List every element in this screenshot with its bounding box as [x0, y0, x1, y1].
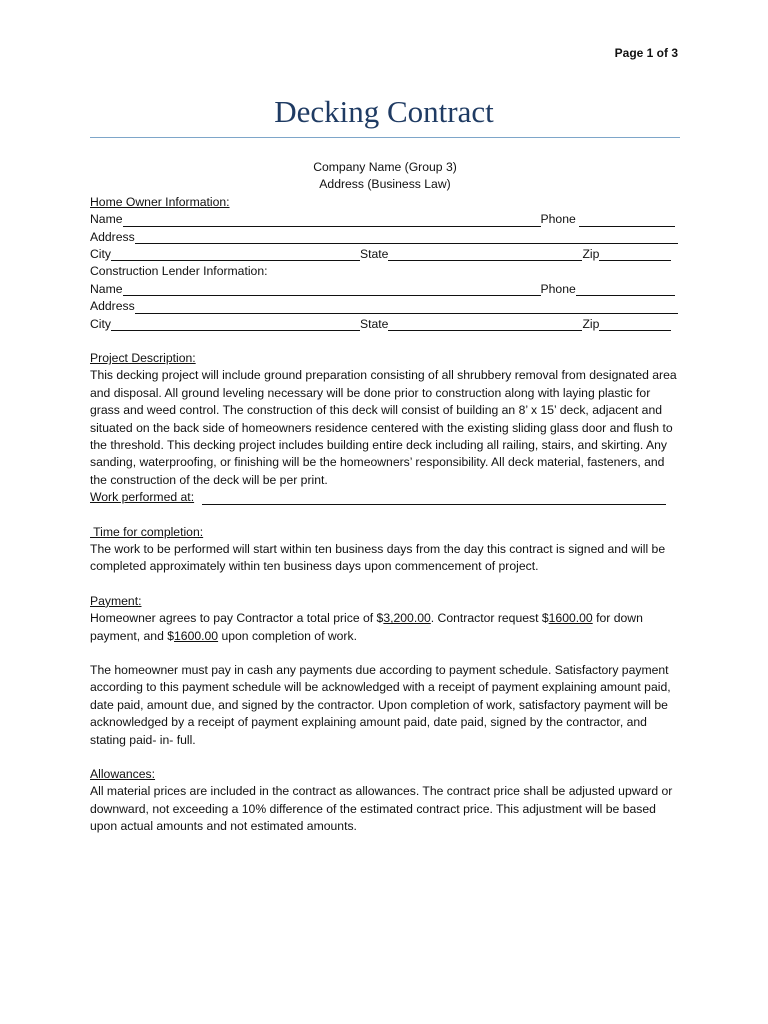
total-price: 3,200.00 [383, 611, 431, 626]
lender-city-row [90, 316, 680, 333]
lender-city-label: City [90, 316, 111, 331]
allowances-text: All material prices are included in the contract as allowances. The contract price shall be adjusted upward or downward, not exceeding a 10% difference of the estimated contract price. This adjustment will be based upon actual amounts and not estimated amounts. [90, 784, 673, 834]
final-payment: 1600.00 [174, 628, 219, 643]
lender-state-field[interactable] [388, 317, 582, 331]
lender-address-label: Address [90, 299, 135, 314]
document-body [90, 159, 680, 836]
lender-zip-label: Zip [582, 316, 600, 331]
payment-text-1: Homeowner agrees to pay Contractor a total price of $ [90, 611, 384, 626]
home-owner-name-field[interactable] [123, 213, 541, 227]
lender-address-field[interactable] [135, 300, 678, 314]
home-owner-phone-field[interactable] [579, 213, 675, 227]
lender-state-label: State [360, 316, 389, 331]
lender-phone-label: Phone [540, 281, 576, 296]
home-owner-address-field[interactable] [135, 230, 678, 244]
work-performed-field[interactable] [202, 491, 666, 505]
payment-text-4: upon completion of work. [218, 628, 357, 643]
home-owner-heading: Home Owner Information: [90, 194, 230, 209]
payment-schedule-text: The homeowner must pay in cash any payments due according to payment schedule. Satisfactory payment according to this payment schedule will be acknowledged with a receipt of payment explaining amount paid, date paid, amount due, and signed by the contractor. Upon completion of work, satisfactory payment will be acknowledged by a receipt of payment explaining amount paid, date paid, signed by the contractor, and stating paid- in- full. [90, 663, 671, 747]
lender-name-row [90, 281, 680, 298]
payment-text-2: . Contractor request $ [430, 611, 549, 626]
title-divider [90, 137, 680, 138]
company-address: Address (Business Law) [319, 177, 451, 192]
home-owner-address-row [90, 229, 680, 246]
home-owner-zip-field[interactable] [599, 247, 671, 261]
time-heading-wrap [90, 524, 680, 541]
payment-text-3: for down payment, and $ [90, 611, 643, 643]
payment-terms [90, 610, 680, 645]
lender-phone-field[interactable] [576, 282, 675, 296]
work-performed-row [90, 489, 680, 506]
home-owner-state-field[interactable] [388, 247, 582, 261]
home-owner-city-field[interactable] [111, 247, 360, 261]
page-number: Page 1 of 3 [614, 46, 678, 60]
home-owner-city-row [90, 246, 680, 263]
down-payment: 1600.00 [548, 611, 593, 626]
allowances-heading: Allowances: [90, 767, 156, 782]
home-owner-phone-label: Phone [540, 212, 576, 227]
home-owner-name-row [90, 211, 680, 228]
work-performed-label: Work performed at: [90, 490, 195, 505]
lender-name-field[interactable] [123, 282, 541, 296]
home-owner-zip-label: Zip [582, 246, 600, 261]
home-owner-state-label: State [360, 246, 389, 261]
project-heading: Project Description: [90, 350, 196, 365]
payment-heading: Payment: [90, 593, 142, 608]
time-text: The work to be performed will start within ten business days from the day this contract is signed and will be completed approximately within ten business days upon commencement of project. [90, 542, 666, 574]
time-heading: Time for completion: [90, 524, 204, 539]
home-owner-address-label: Address [90, 229, 135, 244]
company-name: Company Name (Group 3) [313, 160, 457, 174]
home-owner-city-label: City [90, 246, 111, 261]
lender-city-field[interactable] [111, 317, 360, 331]
lender-heading: Construction Lender Information: [90, 264, 268, 279]
lender-name-label: Name [90, 281, 123, 296]
lender-zip-field[interactable] [599, 317, 671, 331]
lender-address-row [90, 298, 680, 315]
project-text: This decking project will include ground preparation consisting of all shrubbery removal from designated area and disposal. All ground leveling necessary will be done prior to construction along with laying plastic for grass and weed control. The construction of this deck will consist of building an 8’ x 15’ deck, adjacent and situated on the back side of homeowners residence centered with the existing sliding glass door and flush to the threshold. This decking project includes building entire deck including all railing, stairs, and skirting. Any sanding, waterproofing, or finishing will be the homeowners’ responsibility. All deck material, fasteners, and the construction of the deck will be per print. [90, 368, 677, 487]
home-owner-name-label: Name [90, 212, 123, 227]
document-title: Decking Contract [274, 94, 494, 129]
